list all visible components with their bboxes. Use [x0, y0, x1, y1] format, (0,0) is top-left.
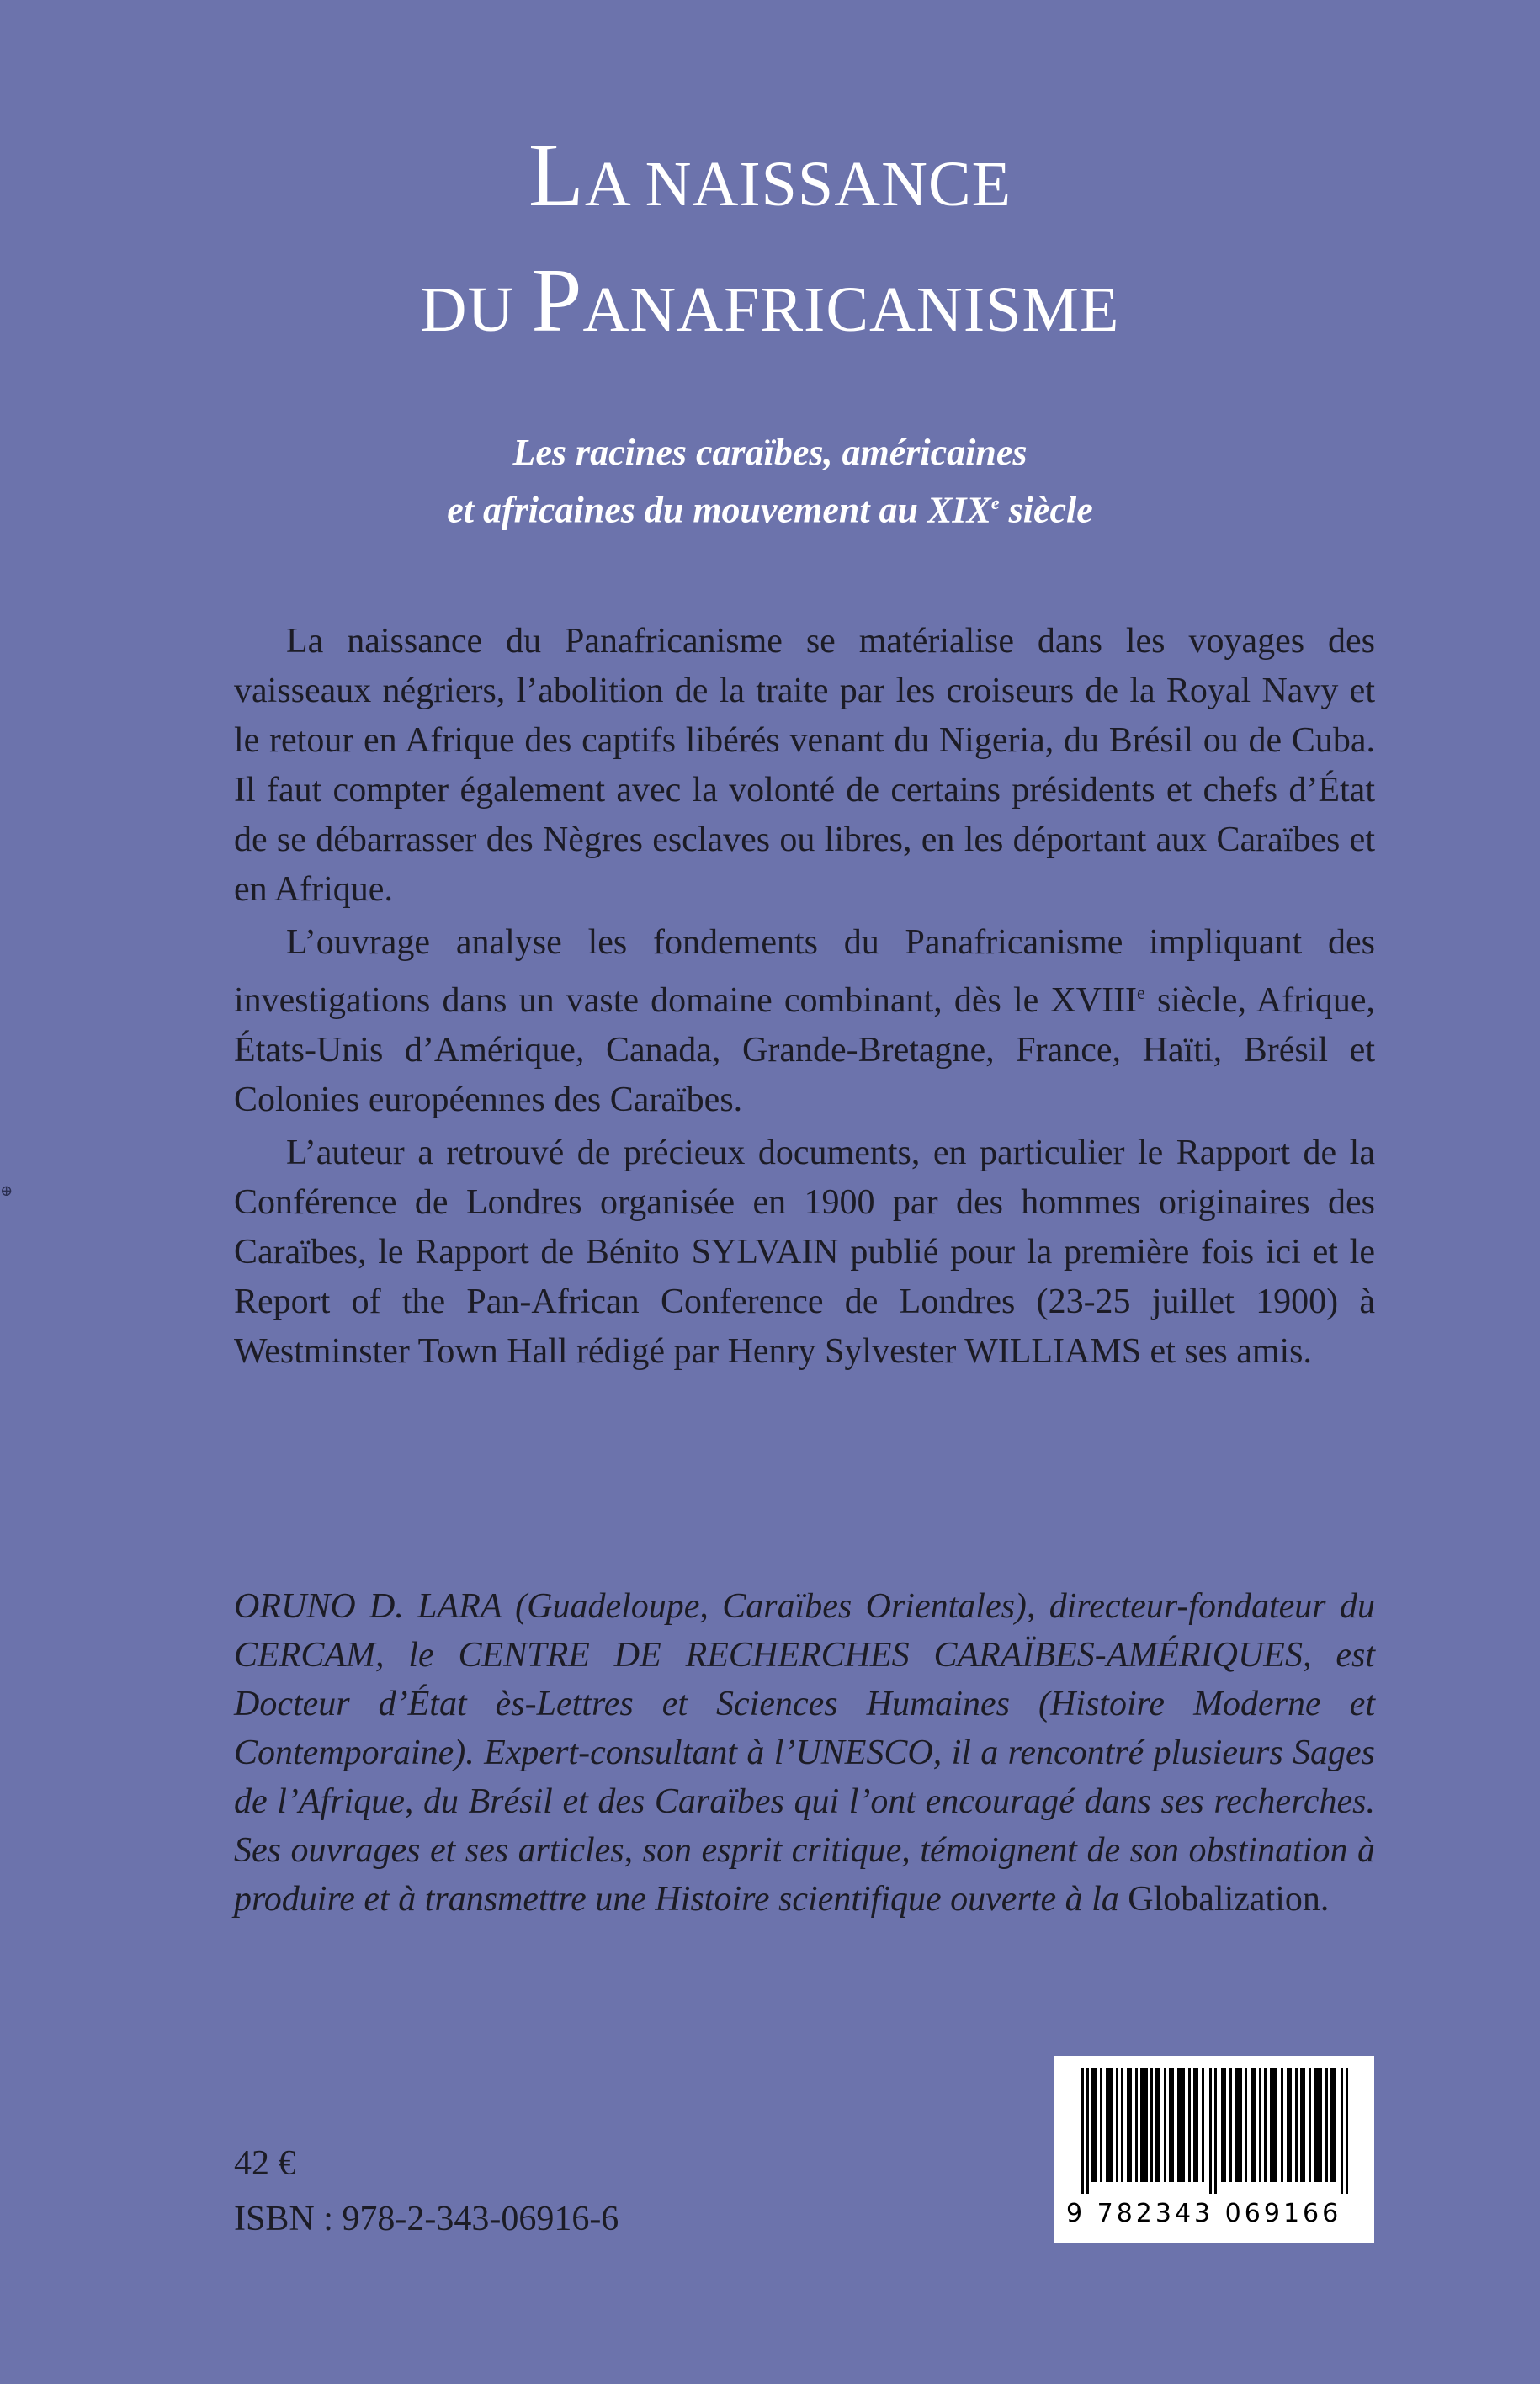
barcode: [1054, 2056, 1374, 2243]
subtitle-line-1: Les racines caraïbes, américaines: [512, 432, 1028, 473]
book-subtitle: [0, 427, 1540, 536]
summary-paragraph-3: L’auteur a retrouvé de précieux documents, en particulier le Rapport de la Conférence de Londres organisée en 1900 par des hommes originaires des Caraïbes, le Rapport de Bénito SYLVAIN publié pour la première fois ici et le Report of the Pan-African Conference de Londres (23-25 juillet 1900) à Westminster Town Hall rédigé par Henry Sylvester WILLIAMS et ses amis.: [234, 1134, 1375, 1371]
barcode-bars: [1066, 2068, 1362, 2194]
registration-mark-icon: ⊕: [0, 1182, 13, 1199]
subtitle-line-2: et africaines du mouvement au XIXe siècle: [447, 489, 1093, 531]
author-bio-end: Globalization.: [1128, 1880, 1330, 1919]
title-line-2: DU PANAFRICANISME: [420, 251, 1120, 351]
title-line-1: LA NAISSANCE: [528, 125, 1012, 226]
author-bio-text: ORUNO D. LARA (Guadeloupe, Caraïbes Orientales), directeur-fondateur du CERCAM, le CENTRE DE RECHERCHES CARAÏBES-AMÉRIQUES, est Docteur d’État ès-Lettres et Sciences Humaines (Histoire Moderne et Contemporaine). Expert-consultant à l’UNESCO, il a rencontré plusieurs Sages de l’Afrique, du Brésil et des Caraïbes qui l’ont encouragé dans ses recherches. Ses ouvrages et ses articles, son esprit critique, témoignent de son obstination à produire et à transmettre une Histoire scientifique ouverte à la: [234, 1587, 1375, 1919]
book-summary: [234, 617, 1375, 1380]
isbn: ISBN : 978-2-343-06916-6: [234, 2200, 619, 2238]
book-title: [0, 126, 1540, 377]
price: 42 €: [234, 2144, 296, 2183]
author-bio: [234, 1582, 1375, 1924]
barcode-digits: 9 782343 069166: [1066, 2199, 1342, 2228]
summary-paragraph-1: La naissance du Panafricanisme se matérialise dans les voyages des vaisseaux négriers, l’abolition de la traite par les croiseurs de la Royal Navy et le retour en Afrique des captifs libérés venant du Nigeria, du Brésil ou de Cuba. Il faut compter également avec la volonté de certains présidents et chefs d’État de se débarrasser des Nègres esclaves ou libres, en les déportant aux Caraïbes et en Afrique.: [234, 622, 1375, 909]
summary-paragraph-2: L’ouvrage analyse les fondements du Panafricanisme impliquant des investigations dans un vaste domaine combinant, dès le XVIIIe siècle, Afrique, États-Unis d’Amérique, Canada, Grande-Bretagne, France, Haïti, Brésil et Colonies européennes des Caraïbes.: [234, 923, 1375, 1119]
